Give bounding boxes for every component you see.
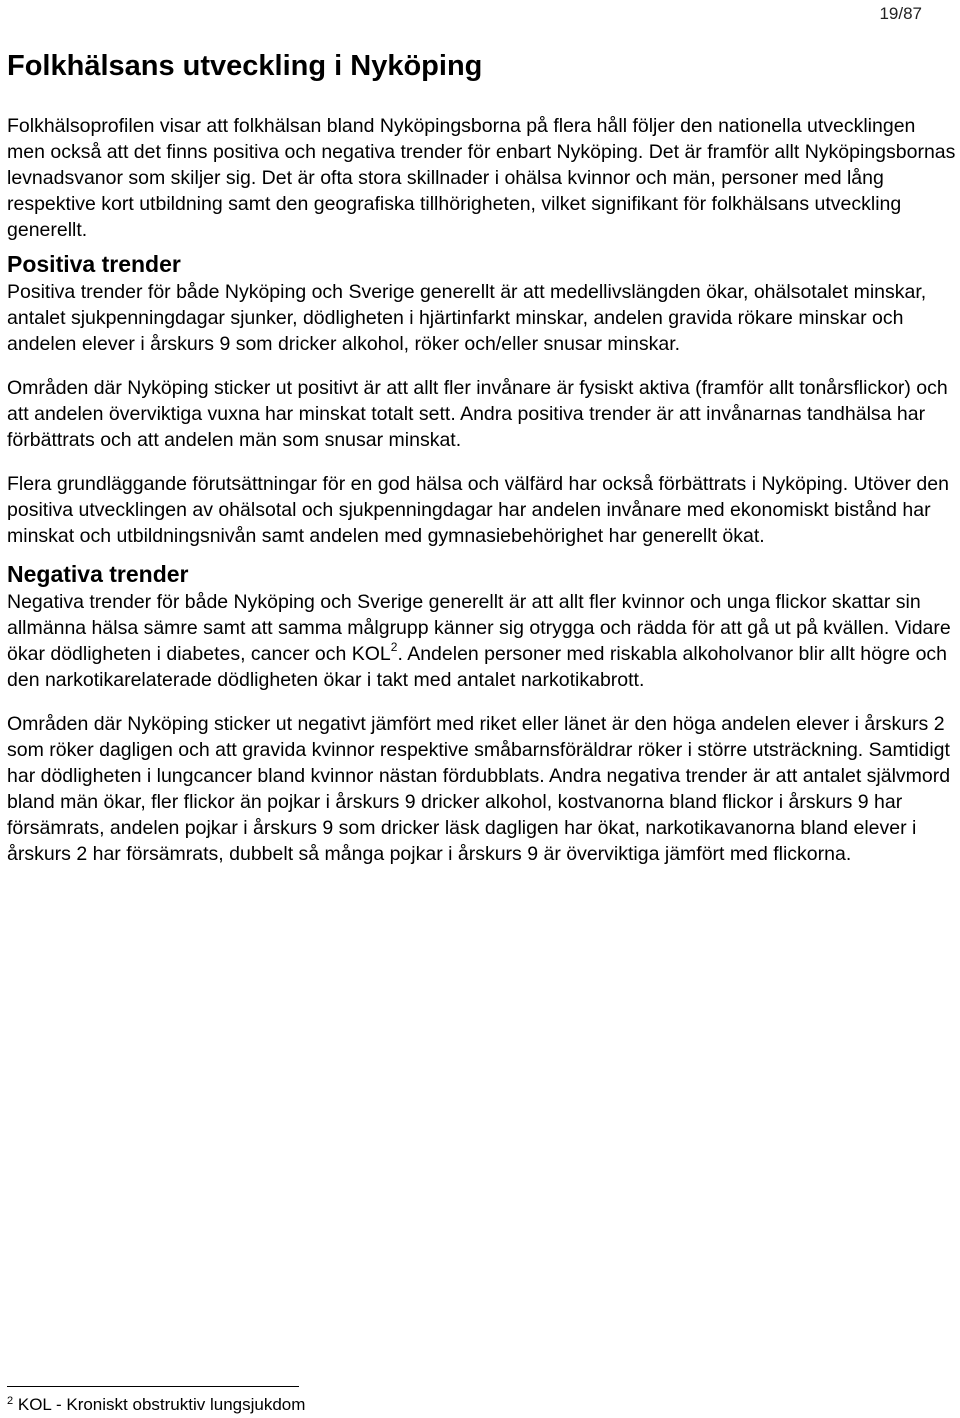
body-text (7, 113, 957, 867)
negative-paragraph-2: Områden där Nyköping sticker ut negativt jämfört med riket eller länet är den höga andelen elever i årskurs 2 som röker dagligen och att gravida kvinnor respektive småbarnsföräldrar röker i större utsträckning. Samtidigt har dödligheten i lungcancer bland kvinnor nästan fördubblats. Andra negativa trender är att antalet självmord bland män ökar, fler flickor än pojkar i årskurs 9 dricker alkohol, kostvanorna bland flickor i årskurs 9 har försämrats, andelen pojkar i årskurs 9 som dricker läsk dagligen har ökat, narkotikavanorna bland elever i årskurs 2 har försämrats, dubbelt så många pojkar i årskurs 9 är överviktiga jämfört med flickorna. (7, 713, 951, 865)
intro-paragraph: Folkhälsoprofilen visar att folkhälsan bland Nyköpingsborna på flera håll följer den nationella utvecklingen men också att det finns positiva och negativa trender för enbart Nyköping. Det är framför allt Nyköpingsbornas levnadsvanor som skiljer sig. Det är ofta stora skillnader i ohälsa kvinnor och män, personer med lång respektive kort utbildning samt den geografiska tillhörigheten, vilket signifikant för folkhälsans utveckling generellt. (7, 115, 956, 241)
page-title: Folkhälsans utveckling i Nyköping (7, 50, 483, 82)
negative-paragraph-1-text: Negativa trender för både Nyköping och Sverige generellt är att allt fler kvinnor och unga flickor skattar sin allmänna hälsa sämre samt att samma målgrupp känner sig otrygga och rädda för att gå ut på kvällen. Vidare ökar dödligheten i diabetes, cancer och KOL (7, 591, 951, 665)
positive-paragraph-3: Flera grundläggande förutsättningar för en god hälsa och välfärd har också förbättrats i Nyköping. Utöver den positiva utvecklingen av ohälsotal och sjukpenningdagar har andelen invånare med ekonomiskt bistånd har minskat och utbildningsnivån samt andelen med gymnasiebehörighet har generellt ökat. (7, 473, 949, 547)
positive-paragraph-1: Positiva trender för både Nyköping och Sverige generellt är att medellivslängden ökar, ohälsotalet minskar, antalet sjukpenningdagar sjunker, dödligheten i hjärtinfarkt minskar, andelen gravida rökare minskar och andelen elever i årskurs 9 som dricker alkohol, röker och/eller snusar minskar. (7, 281, 927, 355)
footnote-text: KOL - Kroniskt obstruktiv lungsjukdom (17, 1395, 306, 1414)
page-number: 19/87 (879, 4, 922, 23)
negative-paragraph-1 (7, 589, 957, 693)
footnote (7, 1394, 305, 1416)
footnote-reference[interactable]: 2 (390, 640, 398, 654)
positive-trends-heading: Positiva trender (7, 251, 181, 277)
footnote-divider (7, 1386, 299, 1387)
negative-trends-heading: Negativa trender (7, 561, 189, 587)
footnote-marker: 2 (7, 1395, 14, 1407)
negative-paragraph-1-text-cont: . Andelen personer med riskabla alkoholvanor blir allt högre och den narkotikarelaterade dödligheten ökar i takt med antalet narkotikabrott. (7, 643, 948, 691)
positive-paragraph-2: Områden där Nyköping sticker ut positivt är att allt fler invånare är fysiskt aktiva (framför allt tonårsflickor) och att andelen överviktiga vuxna har minskat totalt sett. Andra positiva trender är att invånarnas tandhälsa har förbättrats och att andelen män som snusar minskat. (7, 377, 948, 451)
